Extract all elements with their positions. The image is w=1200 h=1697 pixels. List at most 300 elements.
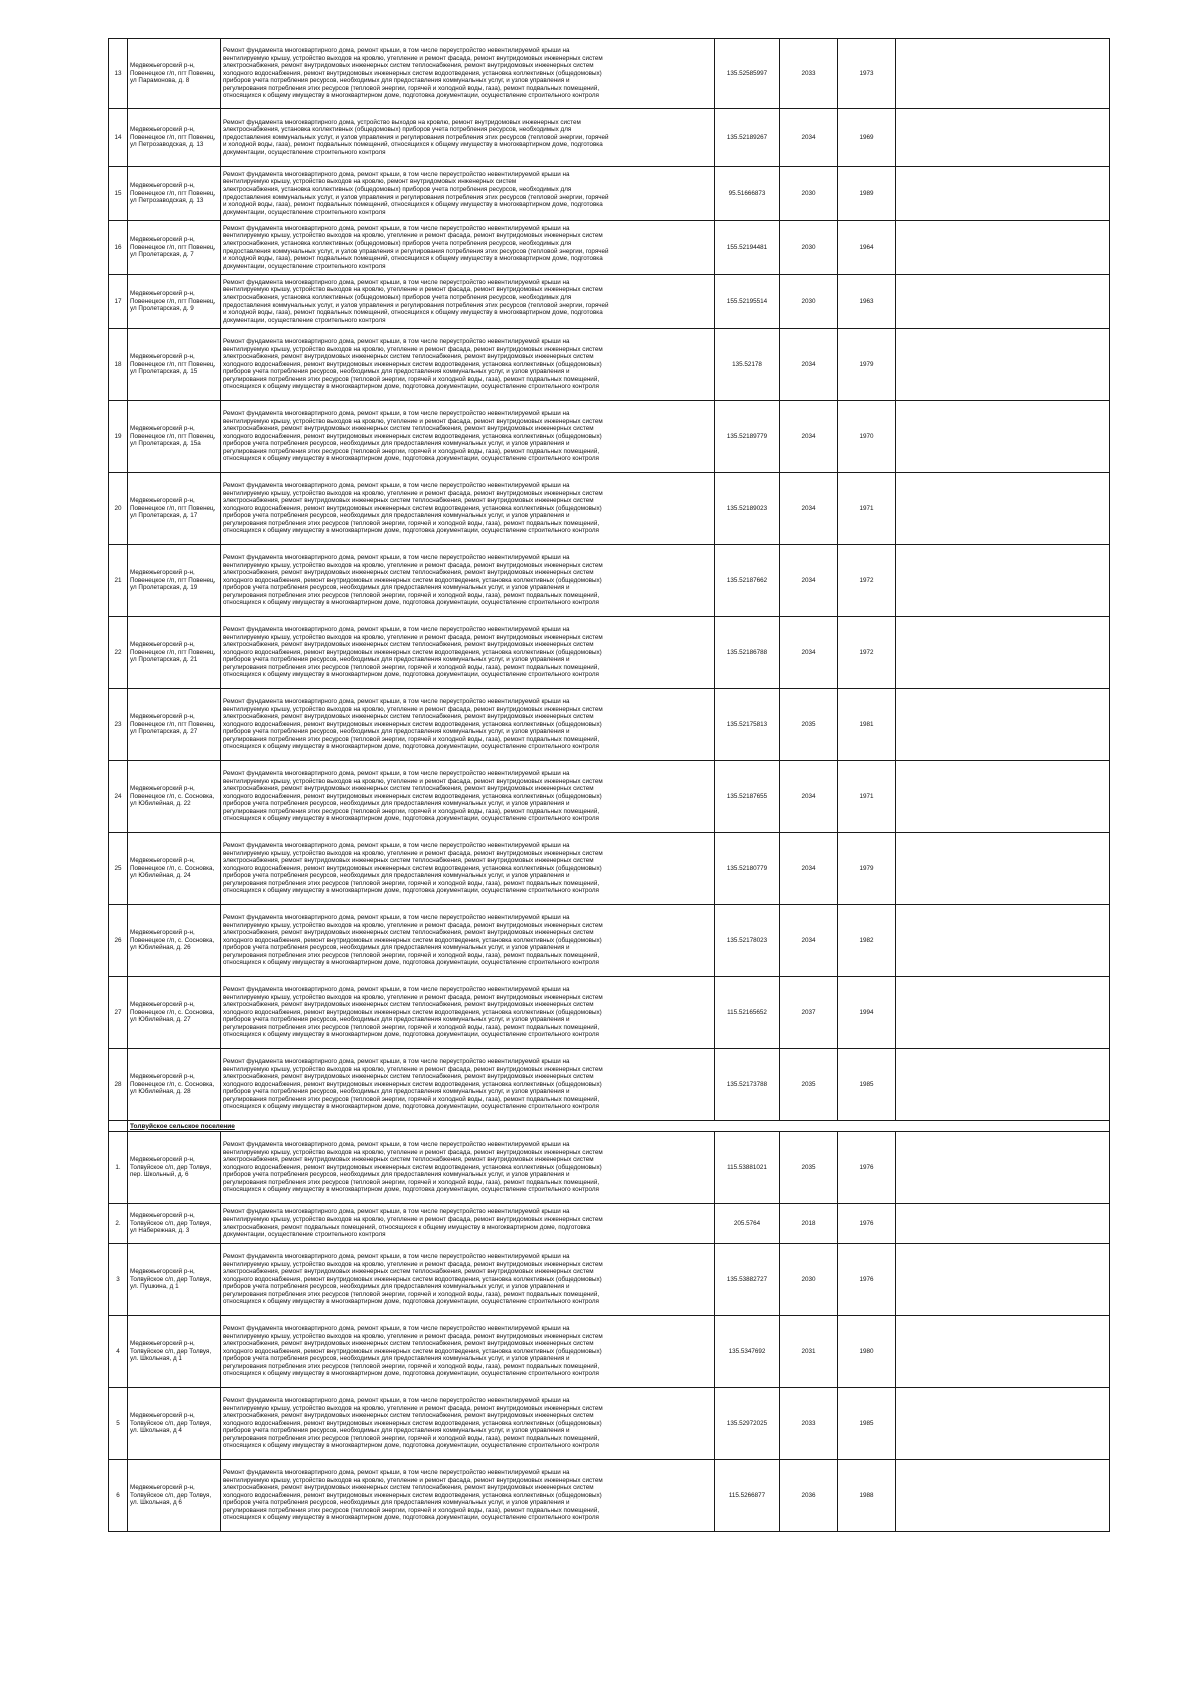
document-page: [108, 38, 1109, 1532]
table-row: [109, 977, 1110, 1049]
row-number: 6: [109, 1460, 128, 1532]
work-line: и холодной воды, газа), ремонт подвальных помещений, относящихся к общему имуществу в многоквартирном доме, подготовка: [223, 309, 603, 317]
row-number: 5: [109, 1388, 128, 1460]
table-row: [109, 1049, 1110, 1121]
row-number: 23: [109, 689, 128, 761]
address-cell: Медвежьегорский р-н, Повенецкое г/п, пгт Повенец, ул Петрозаводская, д. 13: [128, 109, 221, 167]
address-cell: Медвежьегорский р-н, Повенецкое г/п, пгт Повенец, ул Пролетарская, д. 15: [128, 329, 221, 401]
row-number: 18: [109, 329, 128, 401]
row-number: 15: [109, 167, 128, 221]
empty-cell: [896, 905, 1110, 977]
work-line: Ремонт фундамента многоквартирного дома, ремонт крыши, в том числе переустройство невентилируемой крыши на: [223, 553, 570, 561]
cost-cell: 135.52187655: [715, 761, 780, 833]
planned-year-cell: 2034: [780, 401, 838, 473]
work-line: холодного водоснабжения, ремонт внутридомовых инженерных систем водоотведения, установка коллективных (общедомовых): [223, 720, 602, 728]
table-row: [109, 401, 1110, 473]
row-number: 24: [109, 761, 128, 833]
planned-year-cell: 2034: [780, 109, 838, 167]
work-line: Ремонт фундамента многоквартирного дома, ремонт крыши, в том числе переустройство невентилируемой крыши на: [223, 1396, 570, 1404]
row-number: 14: [109, 109, 128, 167]
row-number: 13: [109, 39, 128, 109]
work-line: холодного водоснабжения, ремонт внутридомовых инженерных систем водоотведения, установка коллективных (общедомовых): [223, 1275, 602, 1283]
work-line: Ремонт фундамента многоквартирного дома, ремонт крыши, в том числе переустройство невентилируемой крыши на: [223, 1140, 570, 1148]
work-line: относящихся к общему имуществу в многоквартирном доме, подготовка документации, осуществление строительного контроля: [223, 887, 599, 895]
address-cell: Медвежьегорский р-н, Повенецкое г/п, с. Сосновка, ул Юбилейная, д. 26: [128, 905, 221, 977]
work-line: вентилируемую крышу, устройство выходов на кровлю, утепление и ремонт фасада, ремонт внутридомовых инженерных систем: [223, 1476, 603, 1484]
row-number: 2.: [109, 1204, 128, 1244]
cost-cell: 135.52187662: [715, 545, 780, 617]
work-line: регулирования потребления этих ресурсов (тепловой энергии, горячей и холодной воды, газа), ремонт подвальных помещений,: [223, 519, 600, 527]
work-line: холодного водоснабжения, ремонт внутридомовых инженерных систем водоотведения, установка коллективных (общедомовых): [223, 504, 602, 512]
work-description-cell: [221, 275, 715, 329]
work-line: регулирования потребления этих ресурсов (тепловой энергии, горячей и холодной воды, газа), ремонт подвальных помещений,: [223, 879, 600, 887]
work-line: относящихся к общему имуществу в многоквартирном доме, подготовка документации, осуществление строительного контроля: [223, 671, 599, 679]
work-line: относящихся к общему имуществу в многоквартирном доме, подготовка документации, осуществление строительного контроля: [223, 455, 599, 463]
work-line: приборов учета потребления ресурсов, необходимых для предоставления коммунальных услуг, и узлов управления и: [223, 800, 570, 808]
table-row: [109, 1132, 1110, 1204]
work-description-cell: [221, 1388, 715, 1460]
table-row: [109, 905, 1110, 977]
work-line: приборов учета потребления ресурсов, необходимых для предоставления коммунальных услуг, и узлов управления и: [223, 77, 570, 85]
work-line: вентилируемую крышу, устройство выходов на кровлю, утепление и ремонт фасада, ремонт внутридомовых инженерных систем: [223, 561, 603, 569]
work-line: и холодной воды, газа), ремонт подвальных помещений, относящихся к общему имуществу в многоквартирном доме, подготовка: [223, 255, 603, 263]
work-line: вентилируемую крышу, устройство выходов на кровлю, утепление и ремонт фасада, ремонт внутридомовых инженерных систем: [223, 1148, 603, 1156]
work-line: документации, осуществление строительного контроля: [223, 1231, 386, 1239]
cost-cell: 135.52178023: [715, 905, 780, 977]
work-line: вентилируемую крышу, устройство выходов на кровлю, утепление и ремонт фасада, ремонт внутридомовых инженерных систем: [223, 286, 603, 294]
work-line: электроснабжения, ремонт внутридомовых инженерных систем теплоснабжения, ремонт внутридомовых инженерных систем: [223, 62, 594, 70]
empty-cell: [896, 689, 1110, 761]
build-year-cell: 1971: [838, 761, 896, 833]
table-row: [109, 1460, 1110, 1532]
work-line: холодного водоснабжения, ремонт внутридомовых инженерных систем водоотведения, установка коллективных (общедомовых): [223, 1080, 602, 1088]
work-line: холодного водоснабжения, ремонт внутридомовых инженерных систем водоотведения, установка коллективных (общедомовых): [223, 1419, 602, 1427]
table-row: [109, 39, 1110, 109]
table-row: [109, 329, 1110, 401]
work-description-cell: [221, 689, 715, 761]
work-line: холодного водоснабжения, ремонт внутридомовых инженерных систем водоотведения, установка коллективных (общедомовых): [223, 1347, 602, 1355]
cost-cell: 135.52178: [715, 329, 780, 401]
empty-cell: [896, 329, 1110, 401]
work-line: вентилируемую крышу, устройство выходов на кровлю, ремонт внутридомовых инженерных систем: [223, 178, 517, 186]
work-line: электроснабжения, ремонт внутридомовых инженерных систем теплоснабжения, ремонт внутридомовых инженерных систем: [223, 641, 594, 649]
table-row: [109, 1204, 1110, 1244]
work-line: Ремонт фундамента многоквартирного дома, ремонт крыши, в том числе переустройство невентилируемой крыши на: [223, 1057, 570, 1065]
work-line: вентилируемую крышу, устройство выходов на кровлю, утепление и ремонт фасада, ремонт внутридомовых инженерных систем: [223, 1065, 603, 1073]
cost-cell: 115.5266877: [715, 1460, 780, 1532]
empty-cell: [896, 617, 1110, 689]
planned-year-cell: 2034: [780, 905, 838, 977]
build-year-cell: 1982: [838, 905, 896, 977]
address-cell: Медвежьегорский р-н, Повенецкое г/п, с. Сосновка, ул Юбилейная, д. 27: [128, 977, 221, 1049]
table-row: [109, 545, 1110, 617]
planned-year-cell: 2034: [780, 473, 838, 545]
address-cell: Медвежьегорский р-н, Толвуйское с/п, дер Толвуя, ул. Школьная, д 6: [128, 1460, 221, 1532]
work-line: Ремонт фундамента многоквартирного дома, ремонт крыши, в том числе переустройство невентилируемой крыши на: [223, 1468, 570, 1476]
address-cell: Медвежьегорский р-н, Повенецкое г/п, пгт Повенец, ул Пролетарская, д. 17: [128, 473, 221, 545]
work-line: Ремонт фундамента многоквартирного дома, ремонт крыши, в том числе переустройство невентилируемой крыши на: [223, 337, 570, 345]
planned-year-cell: 2034: [780, 833, 838, 905]
cost-cell: 155.52195514: [715, 275, 780, 329]
work-line: и холодной воды, газа), ремонт подвальных помещений, относящихся к общему имуществу в многоквартирном доме, подготовка: [223, 201, 603, 209]
work-line: вентилируемую крышу, устройство выходов на кровлю, утепление и ремонт фасада, ремонт внутридомовых инженерных систем: [223, 777, 603, 785]
work-description-cell: [221, 329, 715, 401]
work-line: приборов учета потребления ресурсов, необходимых для предоставления коммунальных услуг, и узлов управления и: [223, 944, 570, 952]
row-number: 17: [109, 275, 128, 329]
planned-year-cell: 2034: [780, 545, 838, 617]
table-row: [109, 761, 1110, 833]
address-cell: Медвежьегорский р-н, Толвуйское с/п, дер Толвуя, ул. Школьная, д 4: [128, 1388, 221, 1460]
work-line: вентилируемую крышу, устройство выходов на кровлю, утепление и ремонт фасада, ремонт внутридомовых инженерных систем: [223, 705, 603, 713]
row-number: 20: [109, 473, 128, 545]
row-number: 1.: [109, 1132, 128, 1204]
work-line: Ремонт фундамента многоквартирного дома, ремонт крыши, в том числе переустройство невентилируемой крыши на: [223, 841, 570, 849]
address-cell: Медвежьегорский р-н, Повенецкое г/п, пгт Повенец, ул Пролетарская, д. 7: [128, 221, 221, 275]
section-title: Толвуйское сельское поселение: [128, 1121, 1110, 1132]
build-year-cell: 1976: [838, 1204, 896, 1244]
planned-year-cell: 2037: [780, 977, 838, 1049]
build-year-cell: 1972: [838, 617, 896, 689]
table-row: [109, 1316, 1110, 1388]
empty-cell: [896, 275, 1110, 329]
table-row: [109, 275, 1110, 329]
work-line: электроснабжения, ремонт внутридомовых инженерных систем теплоснабжения, ремонт внутридомовых инженерных систем: [223, 929, 594, 937]
work-line: относящихся к общему имуществу в многоквартирном доме, подготовка документации, осуществление строительного контроля: [223, 527, 599, 535]
work-line: вентилируемую крышу, устройство выходов на кровлю, утепление и ремонт фасада, ремонт внутридомовых инженерных систем: [223, 489, 603, 497]
work-line: холодного водоснабжения, ремонт внутридомовых инженерных систем водоотведения, установка коллективных (общедомовых): [223, 1008, 602, 1016]
row-number: 22: [109, 617, 128, 689]
work-line: холодного водоснабжения, ремонт внутридомовых инженерных систем водоотведения, установка коллективных (общедомовых): [223, 69, 602, 77]
work-line: электроснабжения, ремонт внутридомовых инженерных систем теплоснабжения, ремонт внутридомовых инженерных систем: [223, 1001, 594, 1009]
work-description-cell: [221, 1316, 715, 1388]
work-description-cell: [221, 1132, 715, 1204]
work-line: приборов учета потребления ресурсов, необходимых для предоставления коммунальных услуг, и узлов управления и: [223, 1016, 570, 1024]
work-line: электроснабжения, ремонт внутридомовых инженерных систем теплоснабжения, ремонт внутридомовых инженерных систем: [223, 1484, 594, 1492]
work-line: вентилируемую крышу, устройство выходов на кровлю, утепление и ремонт фасада, ремонт внутридомовых инженерных систем: [223, 1215, 603, 1223]
work-line: холодного водоснабжения, ремонт внутридомовых инженерных систем водоотведения, установка коллективных (общедомовых): [223, 360, 602, 368]
work-line: электроснабжения, ремонт внутридомовых инженерных систем теплоснабжения, ремонт внутридомовых инженерных систем: [223, 1412, 594, 1420]
work-line: относящихся к общему имуществу в многоквартирном доме, подготовка документации, осуществление строительного контроля: [223, 1370, 599, 1378]
work-line: относящихся к общему имуществу в многоквартирном доме, подготовка документации, осуществление строительного контроля: [223, 815, 599, 823]
section-header-row: [109, 1121, 1110, 1132]
work-line: регулирования потребления этих ресурсов (тепловой энергии, горячей и холодной воды, газа), ремонт подвальных помещений,: [223, 375, 600, 383]
work-line: относящихся к общему имуществу в многоквартирном доме, подготовка документации, осуществление строительного контроля: [223, 743, 599, 751]
work-line: документации, осуществление строительного контроля: [223, 208, 386, 216]
build-year-cell: 1988: [838, 1460, 896, 1532]
work-line: относящихся к общему имуществу в многоквартирном доме, подготовка документации, осуществление строительного контроля: [223, 1298, 599, 1306]
planned-year-cell: 2035: [780, 1132, 838, 1204]
cost-cell: 205.5764: [715, 1204, 780, 1244]
address-cell: Медвежьегорский р-н, Толвуйское с/п, дер Толвуя, ул Набережная, д. 3: [128, 1204, 221, 1244]
empty-cell: [896, 1316, 1110, 1388]
empty-cell: [896, 1204, 1110, 1244]
work-line: относящихся к общему имуществу в многоквартирном доме, подготовка документации, осуществление строительного контроля: [223, 1031, 599, 1039]
empty-cell: [896, 167, 1110, 221]
work-line: холодного водоснабжения, ремонт внутридомовых инженерных систем водоотведения, установка коллективных (общедомовых): [223, 792, 602, 800]
work-line: Ремонт фундамента многоквартирного дома, ремонт крыши, в том числе переустройство невентилируемой крыши на: [223, 625, 570, 633]
work-line: регулирования потребления этих ресурсов (тепловой энергии, горячей и холодной воды, газа), ремонт подвальных помещений,: [223, 84, 600, 92]
work-line: Ремонт фундамента многоквартирного дома, ремонт крыши, в том числе переустройство невентилируемой крыши на: [223, 409, 570, 417]
table-row: [109, 473, 1110, 545]
work-line: и холодной воды, газа), ремонт подвальных помещений, относящихся к общему имуществу в многоквартирном доме, подготовка: [223, 141, 603, 149]
work-line: электроснабжения, ремонт внутридомовых инженерных систем теплоснабжения, ремонт внутридомовых инженерных систем: [223, 713, 594, 721]
work-line: электроснабжения, ремонт внутридомовых инженерных систем теплоснабжения, ремонт внутридомовых инженерных систем: [223, 1340, 594, 1348]
work-line: электроснабжения, установка коллективных (общедомовых) приборов учета потребления ресурсов, необходимых для: [223, 239, 572, 247]
work-description-cell: [221, 1204, 715, 1244]
work-line: регулирования потребления этих ресурсов (тепловой энергии, горячей и холодной воды, газа), ремонт подвальных помещений,: [223, 1178, 600, 1186]
build-year-cell: 1976: [838, 1244, 896, 1316]
work-line: Ремонт фундамента многоквартирного дома, ремонт крыши, в том числе переустройство невентилируемой крыши на: [223, 985, 570, 993]
planned-year-cell: 2031: [780, 1316, 838, 1388]
work-line: электроснабжения, ремонт внутридомовых инженерных систем теплоснабжения, ремонт внутридомовых инженерных систем: [223, 857, 594, 865]
table-row: [109, 221, 1110, 275]
address-cell: Медвежьегорский р-н, Повенецкое г/п, с. Сосновка, ул Юбилейная, д. 28: [128, 1049, 221, 1121]
work-line: приборов учета потребления ресурсов, необходимых для предоставления коммунальных услуг, и узлов управления и: [223, 440, 570, 448]
work-line: электроснабжения, ремонт внутридомовых инженерных систем теплоснабжения, ремонт внутридомовых инженерных систем: [223, 425, 594, 433]
build-year-cell: 1989: [838, 167, 896, 221]
work-description-cell: [221, 761, 715, 833]
address-cell: Медвежьегорский р-н, Толвуйское с/п, дер Толвуя, ул. Школьная, д 1: [128, 1316, 221, 1388]
work-line: регулирования потребления этих ресурсов (тепловой энергии, горячей и холодной воды, газа), ремонт подвальных помещений,: [223, 1362, 600, 1370]
work-line: Ремонт фундамента многоквартирного дома, ремонт крыши, в том числе переустройство невентилируемой крыши на: [223, 1252, 570, 1260]
build-year-cell: 1985: [838, 1388, 896, 1460]
row-number: 3: [109, 1244, 128, 1316]
planned-year-cell: 2035: [780, 689, 838, 761]
address-cell: Медвежьегорский р-н, Повенецкое г/п, пгт Повенец, ул Парамонова, д. 8: [128, 39, 221, 109]
cost-cell: 135.52585997: [715, 39, 780, 109]
cost-cell: 135.52189267: [715, 109, 780, 167]
cost-cell: 115.52165652: [715, 977, 780, 1049]
table-row: [109, 1388, 1110, 1460]
planned-year-cell: 2034: [780, 761, 838, 833]
work-line: относящихся к общему имуществу в многоквартирном доме, подготовка документации, осуществление строительного контроля: [223, 1186, 599, 1194]
address-cell: Медвежьегорский р-н, Толвуйское с/п, дер Толвуя, пер. Школьный, д. 6: [128, 1132, 221, 1204]
address-cell: Медвежьегорский р-н, Повенецкое г/п, пгт Повенец, ул Пролетарская, д. 19: [128, 545, 221, 617]
cost-cell: 135.52173788: [715, 1049, 780, 1121]
work-line: вентилируемую крышу, устройство выходов на кровлю, утепление и ремонт фасада, ремонт внутридомовых инженерных систем: [223, 1260, 603, 1268]
planned-year-cell: 2030: [780, 1244, 838, 1316]
work-line: документации, осуществление строительного контроля: [223, 262, 386, 270]
build-year-cell: 1969: [838, 109, 896, 167]
cost-cell: 135.53882727: [715, 1244, 780, 1316]
planned-year-cell: 2034: [780, 329, 838, 401]
work-description-cell: [221, 545, 715, 617]
address-cell: Медвежьегорский р-н, Повенецкое г/п, с. Сосновка, ул Юбилейная, д. 24: [128, 833, 221, 905]
work-description-cell: [221, 401, 715, 473]
empty-cell: [896, 761, 1110, 833]
work-description-cell: [221, 1460, 715, 1532]
work-line: электроснабжения, ремонт внутридомовых инженерных систем теплоснабжения, ремонт внутридомовых инженерных систем: [223, 1073, 594, 1081]
row-number: 27: [109, 977, 128, 1049]
build-year-cell: 1980: [838, 1316, 896, 1388]
address-cell: Медвежьегорский р-н, Повенецкое г/п, пгт Повенец, ул Пролетарская, д. 9: [128, 275, 221, 329]
empty-cell: [896, 545, 1110, 617]
empty-cell: [896, 39, 1110, 109]
empty-cell: [896, 109, 1110, 167]
row-number: 21: [109, 545, 128, 617]
work-line: регулирования потребления этих ресурсов (тепловой энергии, горячей и холодной воды, газа), ремонт подвальных помещений,: [223, 1506, 600, 1514]
empty-cell: [896, 1049, 1110, 1121]
work-line: приборов учета потребления ресурсов, необходимых для предоставления коммунальных услуг, и узлов управления и: [223, 584, 570, 592]
work-line: электроснабжения, установка коллективных (общедомовых) приборов учета потребления ресурсов, необходимых для: [223, 126, 572, 134]
work-line: холодного водоснабжения, ремонт внутридомовых инженерных систем водоотведения, установка коллективных (общедомовых): [223, 936, 602, 944]
work-description-cell: [221, 1244, 715, 1316]
work-description-cell: [221, 1049, 715, 1121]
work-line: Ремонт фундамента многоквартирного дома, ремонт крыши, в том числе переустройство невентилируемой крыши на: [223, 769, 570, 777]
work-line: относящихся к общему имуществу в многоквартирном доме, подготовка документации, осуществление строительного контроля: [223, 959, 599, 967]
planned-year-cell: 2034: [780, 617, 838, 689]
work-line: Ремонт фундамента многоквартирного дома, ремонт крыши, в том числе переустройство невентилируемой крыши на: [223, 224, 570, 232]
planned-year-cell: 2018: [780, 1204, 838, 1244]
work-line: Ремонт фундамента многоквартирного дома, ремонт крыши, в том числе переустройство невентилируемой крыши на: [223, 278, 570, 286]
work-line: приборов учета потребления ресурсов, необходимых для предоставления коммунальных услуг, и узлов управления и: [223, 512, 570, 520]
work-line: Ремонт фундамента многоквартирного дома, ремонт крыши, в том числе переустройство невентилируемой крыши на: [223, 697, 570, 705]
work-line: предоставления коммунальных услуг, и узлов управления и регулирования потребления этих ресурсов (тепловой энергии, горячей: [223, 133, 609, 141]
work-line: Ремонт фундамента многоквартирного дома, ремонт крыши, в том числе переустройство невентилируемой крыши на: [223, 170, 570, 178]
work-line: Ремонт фундамента многоквартирного дома, устройство выходов на кровлю, ремонт внутридомовых инженерных систем: [223, 118, 581, 126]
cost-cell: 135.52972025: [715, 1388, 780, 1460]
address-cell: Медвежьегорский р-н, Повенецкое г/п, пгт Повенец, ул Пролетарская, д. 15а: [128, 401, 221, 473]
build-year-cell: 1985: [838, 1049, 896, 1121]
planned-year-cell: 2030: [780, 167, 838, 221]
cost-cell: 115.53881021: [715, 1132, 780, 1204]
build-year-cell: 1979: [838, 833, 896, 905]
work-line: регулирования потребления этих ресурсов (тепловой энергии, горячей и холодной воды, газа), ремонт подвальных помещений,: [223, 447, 600, 455]
empty-cell: [896, 833, 1110, 905]
build-year-cell: 1970: [838, 401, 896, 473]
work-line: предоставления коммунальных услуг, и узлов управления и регулирования потребления этих ресурсов (тепловой энергии, горячей: [223, 301, 609, 309]
work-line: электроснабжения, установка коллективных (общедомовых) приборов учета потребления ресурсов, необходимых для: [223, 185, 572, 193]
build-year-cell: 1981: [838, 689, 896, 761]
work-description-cell: [221, 617, 715, 689]
work-line: регулирования потребления этих ресурсов (тепловой энергии, горячей и холодной воды, газа), ремонт подвальных помещений,: [223, 1023, 600, 1031]
work-line: электроснабжения, ремонт внутридомовых инженерных систем теплоснабжения, ремонт внутридомовых инженерных систем: [223, 1268, 594, 1276]
planned-year-cell: 2030: [780, 275, 838, 329]
row-number: 26: [109, 905, 128, 977]
table-row: [109, 689, 1110, 761]
work-line: электроснабжения, ремонт внутридомовых инженерных систем теплоснабжения, ремонт внутридомовых инженерных систем: [223, 353, 594, 361]
work-description-cell: [221, 977, 715, 1049]
work-line: холодного водоснабжения, ремонт внутридомовых инженерных систем водоотведения, установка коллективных (общедомовых): [223, 1163, 602, 1171]
work-line: относящихся к общему имуществу в многоквартирном доме, подготовка документации, осуществление строительного контроля: [223, 1103, 599, 1111]
address-cell: Медвежьегорский р-н, Толвуйское с/п, дер Толвуя, ул. Пушкина, д 1: [128, 1244, 221, 1316]
address-cell: Медвежьегорский р-н, Повенецкое г/п, пгт Повенец, ул Петрозаводская, д. 13: [128, 167, 221, 221]
table-row: [109, 833, 1110, 905]
work-line: регулирования потребления этих ресурсов (тепловой энергии, горячей и холодной воды, газа), ремонт подвальных помещений,: [223, 591, 600, 599]
work-line: холодного водоснабжения, ремонт внутридомовых инженерных систем водоотведения, установка коллективных (общедомовых): [223, 648, 602, 656]
work-line: вентилируемую крышу, устройство выходов на кровлю, утепление и ремонт фасада, ремонт внутридомовых инженерных систем: [223, 232, 603, 240]
work-line: холодного водоснабжения, ремонт внутридомовых инженерных систем водоотведения, установка коллективных (общедомовых): [223, 1491, 602, 1499]
cost-cell: 135.52189779: [715, 401, 780, 473]
build-year-cell: 1972: [838, 545, 896, 617]
work-line: регулирования потребления этих ресурсов (тепловой энергии, горячей и холодной воды, газа), ремонт подвальных помещений,: [223, 663, 600, 671]
work-line: электроснабжения, ремонт внутридомовых инженерных систем теплоснабжения, ремонт внутридомовых инженерных систем: [223, 1156, 594, 1164]
table-row: [109, 617, 1110, 689]
work-description-cell: [221, 167, 715, 221]
work-line: холодного водоснабжения, ремонт внутридомовых инженерных систем водоотведения, установка коллективных (общедомовых): [223, 432, 602, 440]
work-line: приборов учета потребления ресурсов, необходимых для предоставления коммунальных услуг, и узлов управления и: [223, 1499, 570, 1507]
work-line: вентилируемую крышу, устройство выходов на кровлю, утепление и ремонт фасада, ремонт внутридомовых инженерных систем: [223, 345, 603, 353]
empty-cell: [896, 1388, 1110, 1460]
table-row: [109, 109, 1110, 167]
work-line: электроснабжения, ремонт внутридомовых инженерных систем теплоснабжения, ремонт внутридомовых инженерных систем: [223, 497, 594, 505]
section-empty-cell: [109, 1121, 128, 1132]
work-line: документации, осуществление строительного контроля: [223, 316, 386, 324]
address-cell: Медвежьегорский р-н, Повенецкое г/п, пгт Повенец, ул Пролетарская, д. 27: [128, 689, 221, 761]
work-line: электроснабжения, ремонт внутридомовых инженерных систем теплоснабжения, ремонт внутридомовых инженерных систем: [223, 785, 594, 793]
work-line: регулирования потребления этих ресурсов (тепловой энергии, горячей и холодной воды, газа), ремонт подвальных помещений,: [223, 735, 600, 743]
work-line: электроснабжения, установка коллективных (общедомовых) приборов учета потребления ресурсов, необходимых для: [223, 293, 572, 301]
work-description-cell: [221, 109, 715, 167]
work-line: Ремонт фундамента многоквартирного дома, ремонт крыши, в том числе переустройство невентилируемой крыши на: [223, 913, 570, 921]
table-row: [109, 167, 1110, 221]
row-number: 25: [109, 833, 128, 905]
work-line: приборов учета потребления ресурсов, необходимых для предоставления коммунальных услуг, и узлов управления и: [223, 1427, 570, 1435]
work-line: приборов учета потребления ресурсов, необходимых для предоставления коммунальных услуг, и узлов управления и: [223, 728, 570, 736]
work-line: относящихся к общему имуществу в многоквартирном доме, подготовка документации, осуществление строительного контроля: [223, 1514, 599, 1522]
work-line: предоставления коммунальных услуг, и узлов управления и регулирования потребления этих ресурсов (тепловой энергии, горячей: [223, 193, 609, 201]
build-year-cell: 1963: [838, 275, 896, 329]
work-line: Ремонт фундамента многоквартирного дома, ремонт крыши, в том числе переустройство невентилируемой крыши на: [223, 1208, 570, 1216]
empty-cell: [896, 1132, 1110, 1204]
repair-program-table: [108, 38, 1110, 1532]
work-line: Ремонт фундамента многоквартирного дома, ремонт крыши, в том числе переустройство невентилируемой крыши на: [223, 1324, 570, 1332]
work-line: приборов учета потребления ресурсов, необходимых для предоставления коммунальных услуг, и узлов управления и: [223, 872, 570, 880]
empty-cell: [896, 401, 1110, 473]
empty-cell: [896, 221, 1110, 275]
cost-cell: 135.52186788: [715, 617, 780, 689]
work-line: приборов учета потребления ресурсов, необходимых для предоставления коммунальных услуг, и узлов управления и: [223, 368, 570, 376]
work-line: приборов учета потребления ресурсов, необходимых для предоставления коммунальных услуг, и узлов управления и: [223, 1355, 570, 1363]
work-line: Ремонт фундамента многоквартирного дома, ремонт крыши, в том числе переустройство невентилируемой крыши на: [223, 481, 570, 489]
work-line: электроснабжения, ремонт внутридомовых инженерных систем теплоснабжения, ремонт внутридомовых инженерных систем: [223, 569, 594, 577]
row-number: 19: [109, 401, 128, 473]
address-cell: Медвежьегорский р-н, Повенецкое г/п, пгт Повенец, ул Пролетарская, д. 21: [128, 617, 221, 689]
table-row: [109, 1244, 1110, 1316]
cost-cell: 135.52180779: [715, 833, 780, 905]
work-line: Ремонт фундамента многоквартирного дома, ремонт крыши, в том числе переустройство невентилируемой крыши на: [223, 46, 570, 54]
build-year-cell: 1973: [838, 39, 896, 109]
work-line: относящихся к общему имуществу в многоквартирном доме, подготовка документации, осуществление строительного контроля: [223, 1442, 599, 1450]
work-line: вентилируемую крышу, устройство выходов на кровлю, утепление и ремонт фасада, ремонт внутридомовых инженерных систем: [223, 921, 603, 929]
empty-cell: [896, 473, 1110, 545]
work-description-cell: [221, 473, 715, 545]
work-line: приборов учета потребления ресурсов, необходимых для предоставления коммунальных услуг, и узлов управления и: [223, 656, 570, 664]
work-line: приборов учета потребления ресурсов, необходимых для предоставления коммунальных услуг, и узлов управления и: [223, 1171, 570, 1179]
work-description-cell: [221, 905, 715, 977]
build-year-cell: 1971: [838, 473, 896, 545]
work-line: регулирования потребления этих ресурсов (тепловой энергии, горячей и холодной воды, газа), ремонт подвальных помещений,: [223, 1434, 600, 1442]
cost-cell: 135.52189023: [715, 473, 780, 545]
row-number: 16: [109, 221, 128, 275]
planned-year-cell: 2033: [780, 39, 838, 109]
work-line: предоставления коммунальных услуг, и узлов управления и регулирования потребления этих ресурсов (тепловой энергии, горячей: [223, 247, 609, 255]
build-year-cell: 1976: [838, 1132, 896, 1204]
work-line: относящихся к общему имуществу в многоквартирном доме, подготовка документации, осуществление строительного контроля: [223, 383, 599, 391]
work-line: вентилируемую крышу, устройство выходов на кровлю, утепление и ремонт фасада, ремонт внутридомовых инженерных систем: [223, 993, 603, 1001]
table-body: [109, 39, 1110, 1532]
work-line: относящихся к общему имуществу в многоквартирном доме, подготовка документации, осуществление строительного контроля: [223, 599, 599, 607]
work-line: документации, осуществление строительного контроля: [223, 148, 386, 156]
cost-cell: 135.5347692: [715, 1316, 780, 1388]
work-line: приборов учета потребления ресурсов, необходимых для предоставления коммунальных услуг, и узлов управления и: [223, 1283, 570, 1291]
work-description-cell: [221, 221, 715, 275]
work-line: регулирования потребления этих ресурсов (тепловой энергии, горячей и холодной воды, газа), ремонт подвальных помещений,: [223, 807, 600, 815]
work-line: регулирования потребления этих ресурсов (тепловой энергии, горячей и холодной воды, газа), ремонт подвальных помещений,: [223, 951, 600, 959]
empty-cell: [896, 977, 1110, 1049]
planned-year-cell: 2033: [780, 1388, 838, 1460]
work-description-cell: [221, 39, 715, 109]
